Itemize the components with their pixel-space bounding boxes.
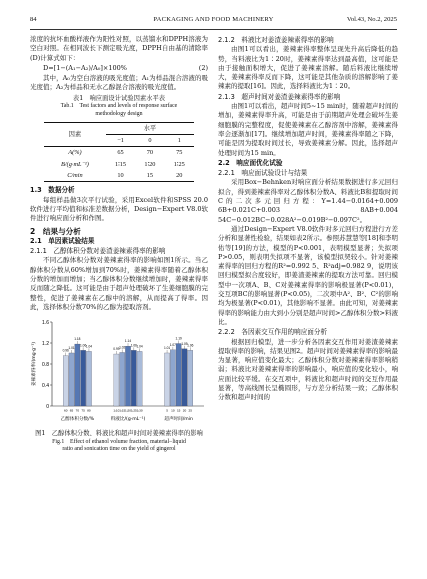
data-label: 1.18 — [74, 337, 81, 342]
table-cell: 1∶25 — [173, 160, 185, 168]
paragraph: 采用Box−Behnken对响应面分析结果数据进行多元回归拟合，得到姜辣素得率对乙醇体积分数A、料液比B和提取时间C的二次多元回归方程：Y=1.44−0.0164+0.009 6B+0.021C+0.003 8AB+0.004 54C−0.012BC−0.028A²−0.019B²−0.097C²。 — [218, 178, 398, 224]
x-tick-label: 5 — [166, 408, 168, 413]
bar — [63, 356, 68, 406]
right-column — [218, 35, 398, 403]
bar — [86, 352, 91, 407]
bar — [170, 350, 175, 406]
table-cell: A(%) — [68, 149, 82, 157]
factor-level-table — [44, 122, 194, 182]
paragraph: 浓度的抗坏血酸样液作为阳性对照，以蒸馏水和DPPH溶液为空白对照。在相同波长下测定吸光度，DPPH自由基的清除率(D)计算式如下： — [30, 35, 208, 62]
data-label: 1.06 — [80, 343, 87, 348]
bar — [182, 349, 187, 406]
table-cell: 75 — [176, 149, 183, 157]
table-cell: 15 — [146, 172, 154, 180]
paragraph: 其中，A₀为空白溶液的吸光度值；A₁为样品混合溶液的吸光度值；A₂为样品和无水乙醇混合溶液的吸光度值。 — [30, 74, 208, 92]
data-label: 1.02 — [119, 345, 126, 350]
table-row — [44, 147, 194, 159]
formula-text: D=[1−(A₁−A₂)/A₀]×100% — [43, 63, 127, 72]
table-cell: 1∶15 — [115, 160, 127, 168]
x-tick-label: 80 — [87, 408, 91, 413]
data-label: 0.99 — [113, 347, 120, 352]
table-row — [44, 159, 194, 170]
paragraph: 根据回归模型，进一步分析各因素交互作用对姜渣姜辣素提取得率的影响，结果见图2。超声时间对姜辣素得率的影响最为显著，响应值变化最大；乙醇体积分数对姜辣素得率影响稍弱；料液比对姜辣素得率的影响最小，响应值的变化较小，响应面比较平缓。在交互项中，料液比和超声时间的交互作用最显著，等高线图长呈椭圆形，与方差分析结果一致；乙醇体积分数和超声时间的 — [218, 337, 398, 402]
x-tick-label: 1∶10 — [113, 408, 120, 413]
data-label: 1.09 — [181, 341, 188, 346]
section-heading: 2.2.2 各因素交互作用的响应面分析 — [218, 328, 328, 337]
data-label: 1.01 — [163, 346, 171, 351]
data-label: 1.14 — [124, 339, 132, 344]
table-cell: B/(g·mL⁻¹) — [61, 160, 89, 168]
y-tick-label: 0 — [46, 404, 49, 411]
volume-info: Vol.43, No.2, 2025 — [346, 16, 397, 23]
paragraph: 不同乙醇体积分数对姜辣素得率的影响如图1所示。当乙醇体积分数从60%增加到70%时，姜辣素得率随着乙醇体积分数的增加而增加；当乙醇体积分数继续增加时，姜辣素得率反而随之降低。这可能是由于超声处理破坏了生姜细胞膜的完整性，促进了姜辣素在乙醇中的溶解，从而提高了得率。因此，选择体积分数70%的乙醇为提取溶剂。 — [30, 256, 208, 311]
table-cell: 70 — [146, 149, 154, 157]
paragraph: 每组样品做3次平行试验，采用Excel软件和SPSS 20.0软件进行平均值和标准差数据分析，Design−Expert V8.0软件进行响应面分析和作图。 — [30, 195, 209, 223]
x-tick-label: 10 — [171, 408, 175, 413]
x-tick-label: 70 — [75, 408, 80, 413]
bar — [125, 346, 130, 406]
formula — [43, 64, 208, 73]
x-tick-label: 65 — [69, 408, 74, 413]
table-level: 0 — [148, 137, 152, 145]
x-tick-label: 1∶15 — [119, 408, 126, 413]
table-cell: 1∶20 — [144, 160, 156, 168]
group-label: 料液比/(g·mL⁻¹) — [110, 417, 146, 423]
table-cell: 20 — [176, 172, 183, 180]
section-heading: 2.1.2 料液比对姜渣姜辣素得率的影响 — [218, 36, 334, 44]
bar — [120, 353, 125, 407]
bar — [131, 351, 136, 407]
x-tick-label: 20 — [182, 408, 187, 413]
bar — [188, 351, 193, 407]
figure-caption-en: Fig.1 Effect of ethanol volume fraction, material−liquid — [52, 438, 186, 445]
data-label: 1.06 — [187, 343, 194, 348]
paragraph: 由图1可以看出，超声时间5~15 min时，随着超声时间的增加，姜辣素得率升高，可能是由于前期超声处理会破坏生姜细胞膜的完整程度，促使姜辣素在乙醇溶剂中溶解，姜辣素得率会逐渐加[17]。继续增加超声时间，姜辣素得率随之下降，可能是因为提取时间过长，导致姜辣素分解。因此，选择超声处理时间为15 min。 — [218, 102, 398, 157]
section-heading: 1.3 数据分析 — [30, 186, 75, 195]
y-tick-label: 0.8 — [42, 362, 49, 369]
section-heading: 2.1 单因素试验结果 — [30, 236, 95, 245]
data-label: 1.06 — [130, 343, 137, 348]
data-label: 1.01 — [68, 346, 75, 351]
bar — [176, 344, 181, 406]
x-tick-label: 1∶20 — [125, 408, 131, 413]
data-label: 1.07 — [169, 343, 176, 348]
paragraph: 由图1可以看出，姜辣素得率整体呈现先升高后降低的趋势，当料液比为1∶20时，姜辣素得率达到最高值，这可能是由于接触面积增大，促进了姜辣素溶解。随后料液比继续增大，姜辣素得率反而下降，这可能是其他杂质的溶解影响了姜辣素的提取[16]。因此，选择料液比为1∶20。 — [218, 45, 398, 91]
formula-number: (2) — [198, 63, 208, 72]
table-cell: 10 — [117, 172, 124, 180]
x-tick-label: 25 — [188, 408, 192, 413]
table-cell: 65 — [117, 149, 124, 157]
x-tick-label: 15 — [176, 408, 181, 413]
group-label: 乙醇体积分数/% — [60, 417, 95, 423]
x-tick-label: 75 — [81, 408, 85, 413]
section-heading: 2.2 响应面优化试验 — [218, 158, 283, 167]
table-header-level: 水平 — [106, 122, 194, 134]
section-heading: 2.1.3 超声时间对姜渣姜辣素得率的影响 — [218, 92, 341, 101]
page-number: 84 — [30, 16, 37, 23]
group-label: 超声时间/min — [164, 417, 193, 423]
table-row — [44, 170, 194, 182]
x-tick-label: 1∶25 — [130, 408, 137, 413]
figure-1-chart — [30, 316, 208, 428]
bar — [69, 353, 74, 406]
data-label: 1.04 — [85, 344, 93, 349]
table-caption: 表1 响应面设计试验因素水平表 — [72, 94, 166, 102]
bar-chart — [30, 316, 208, 428]
x-tick-label: 60 — [64, 408, 68, 413]
bar — [114, 354, 119, 406]
section-heading: 2 结果与分析 — [30, 226, 81, 236]
table-cell: C/min — [67, 172, 83, 180]
x-tick-label: 1∶30 — [136, 408, 143, 413]
table-caption-en: Tab.1 Test factors and levels of response surface — [60, 103, 178, 110]
data-label: 0.96 — [62, 348, 69, 353]
bar — [75, 344, 80, 406]
y-axis-label: 姜辣素得率/(mg·g⁻¹) — [32, 342, 37, 387]
y-tick-label: 1.2 — [42, 341, 49, 348]
y-tick-label: 1.6 — [42, 320, 49, 327]
section-heading: 2.2.1 响应面试验设计与结果 — [218, 169, 308, 178]
y-tick-label: 0.4 — [42, 383, 49, 390]
figure-caption-en: ratio and sonication time on the yield of gingerol — [62, 446, 176, 453]
figure-caption: 图1 乙醇体积分数、料液比和超声时间对姜辣素得率的影响 — [35, 430, 203, 438]
paragraph: 通过Design−Expert V8.0软件对多元回归方程进行方差分析和显著性检验，结果如表2所示。参照苏慧慧等[18]和李明佑等[19]的方法，模型的P<0.001，表明模型显著；失拟项P>0.05，则表明失拟项不显著，该模型拟契较小。针对姜辣素得率的回归方程的R²=0.992 5、R²adj=0.982 9，说明该回归模型拟合度较好，即姜渣姜辣素的提取方法可靠。回归模型中一次项A、B、C对姜辣素得率的影响极显著(P<0.01)，交互项BC的影响显著(P<0.05)，二次项中A²、B²、C²的影响均为极显著(P<0.01)，其他影响不显著。由此可知，对姜辣素得率的影响能力由大到小分别是超声时间>乙醇体积分数>料液比。 — [218, 224, 398, 326]
left-column — [30, 35, 208, 454]
bar — [164, 353, 169, 406]
section-heading: 2.1.1 乙醇体积分数对姜渣姜辣素得率的影响 — [30, 247, 166, 256]
table-level: 1 — [177, 137, 181, 145]
table-header-factor: 因素 — [44, 122, 106, 147]
table-level: −1 — [117, 137, 124, 145]
bar — [81, 351, 86, 407]
journal-name: PACKAGING AND FOOD MACHINERY — [153, 16, 274, 23]
bar — [137, 352, 142, 407]
page-header — [30, 16, 397, 28]
data-label: 1.19 — [175, 336, 182, 341]
table-caption-en: methodology design — [95, 111, 143, 118]
header-rule — [30, 29, 397, 30]
data-label: 1.04 — [136, 344, 143, 349]
